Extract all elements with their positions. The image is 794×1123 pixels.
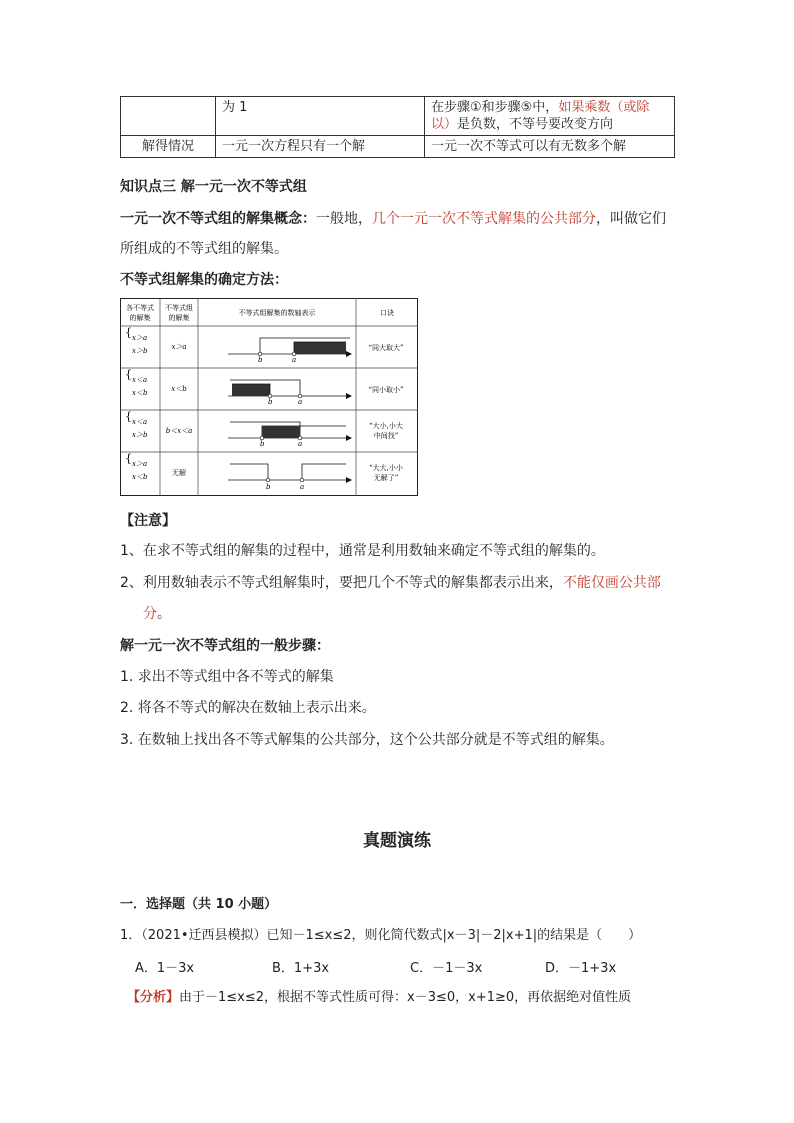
note-item-continued: [143, 604, 171, 624]
header-text: 的解集: [129, 314, 151, 322]
axis-label-b: b: [268, 398, 273, 406]
brace: {: [125, 326, 132, 339]
axis-label-a: a: [298, 440, 303, 448]
mnemonic: 无解了”: [373, 474, 399, 482]
table-row: [121, 97, 675, 136]
system-inequality: x＜b: [132, 473, 148, 481]
comparison-table: [120, 96, 675, 158]
system-inequality: x＞b: [132, 347, 148, 355]
analysis-line: [127, 988, 631, 1008]
system-solution: 无解: [172, 469, 186, 477]
step-item: 1. 求出不等式组中各不等式的解集: [120, 669, 334, 685]
system-solution: x＞a: [171, 343, 187, 351]
analysis-tag: 【分析】: [127, 990, 180, 1005]
system-inequality: x＜a: [132, 418, 148, 426]
system-inequality: x＞a: [132, 460, 148, 468]
header-text: 不等式组: [165, 304, 193, 312]
header-text: 口诀: [380, 309, 394, 317]
method-title: 不等式组解集的确定方法：: [120, 272, 288, 288]
note-text: 。: [157, 606, 171, 622]
note-item: [120, 573, 661, 593]
system-solution: b＜x＜a: [165, 427, 193, 435]
table-cell: [121, 97, 216, 136]
concept-line-2: 所组成的不等式组的解集。: [120, 241, 288, 257]
cell-text: 在步骤①和步骤⑤中，: [431, 100, 559, 115]
cell-text: 是负数，不等号要改变方向: [457, 117, 614, 132]
option-a: A．1－3x: [135, 961, 195, 976]
section-title: 真题演练: [363, 831, 431, 851]
table-cell: [425, 97, 675, 136]
table-cell: 为 1: [216, 97, 425, 136]
concept-highlight: 几个一元一次不等式解集的公共部分: [372, 211, 596, 227]
part-title: 一．选择题（共 10 小题）: [120, 897, 278, 912]
axis-label-a: a: [292, 356, 297, 364]
axis-label-b: b: [266, 483, 271, 491]
steps-title: 解一元一次不等式组的一般步骤：: [120, 638, 330, 654]
system-inequality: x＜b: [132, 389, 148, 397]
brace: {: [125, 368, 132, 381]
system-inequality: x＞b: [132, 431, 148, 439]
note-text: 2、利用数轴表示不等式组解集时，要把几个不等式的解集都表示出来，: [120, 575, 563, 591]
table-row: [121, 136, 675, 158]
cell-text-highlight: 如果乘数（或除以）: [431, 100, 650, 132]
mnemonic: “同大取大”: [368, 344, 404, 352]
note-highlight: 分: [143, 606, 157, 622]
option-b: B．1+3x: [272, 961, 330, 976]
axis-label-b: b: [258, 356, 263, 364]
concept-label: 一元一次不等式组的解集概念：: [120, 211, 316, 227]
analysis-text: 由于－1≤x≤2，根据不等式性质可得：x－3≤0，x+1≥0，再依据绝对值性质: [179, 990, 632, 1005]
option-c: C．－1－3x: [410, 961, 483, 976]
mnemonic: “大小,小大: [369, 422, 403, 430]
concept-text: 一般地，: [316, 211, 372, 227]
note-highlight: 不能仅画公共部: [562, 575, 661, 591]
mnemonic: 中间找”: [373, 432, 399, 440]
header-text: 各不等式: [126, 304, 154, 312]
number-line-figure: [120, 298, 418, 496]
table-cell: 解得情况: [121, 136, 216, 158]
step-item: 3. 在数轴上找出各不等式解集的公共部分，这个公共部分就是不等式组的解集。: [120, 732, 614, 748]
system-inequality: x＜a: [132, 376, 148, 384]
concept-line-1: [120, 209, 666, 229]
step-item: 2. 将各不等式的解决在数轴上表示出来。: [120, 700, 376, 716]
system-inequality: x＞a: [132, 334, 148, 342]
concept-text: ，叫做它们: [596, 211, 666, 227]
brace: {: [125, 452, 132, 465]
table-cell: 一元一次方程只有一个解: [216, 136, 425, 158]
header-text: 不等式组解集的数轴表示: [238, 309, 316, 317]
mnemonic: “同小取小”: [368, 386, 404, 394]
note-title: 【注意】: [120, 513, 176, 529]
brace: {: [125, 410, 132, 423]
table-cell: 一元一次不等式可以有无数多个解: [425, 136, 675, 158]
system-solution: x＜b: [171, 385, 187, 393]
axis-label-a: a: [300, 483, 305, 491]
knowledge-point-title: 知识点三 解一元一次不等式组: [120, 179, 307, 195]
header-text: 的解集: [168, 314, 190, 322]
note-item: 1、在求不等式组的解集的过程中，通常是利用数轴来确定不等式组的解集的。: [120, 543, 605, 559]
question-text: 1．（2021•迁西县模拟）已知－1≤x≤2，则化简代数式|x－3|－2|x+1|的结果是（ ）: [120, 928, 642, 943]
mnemonic: “大大,小小: [369, 464, 403, 472]
option-d: D．－1+3x: [545, 961, 617, 976]
axis-label-b: b: [260, 440, 265, 448]
axis-label-a: a: [298, 398, 303, 406]
